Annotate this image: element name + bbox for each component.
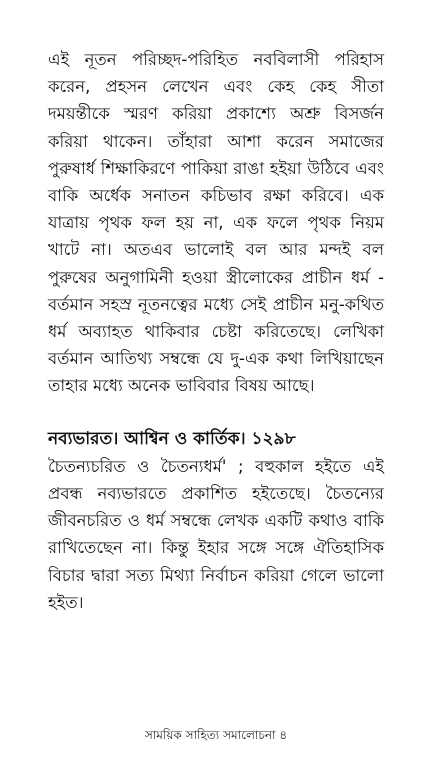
page-footer: সাময়িক সাহিত্য সমালোচনা ৪ — [144, 728, 288, 742]
paragraph-1: এই নূতন পরিচ্ছদ-পরিহিত নববিলাসী পরিহাস করেন, প্রহসন লেখেন এবং কেহ কেহ সীতা দময়ন্তীকে স্মরণ করিয়া প্রকাশ্যে অশ্রু বিসর্জন করিয়া থাকেন। তাঁহারা আশা করেন সমাজের পুরুষার্ধ শিক্ষাকিরণে পাকিয়া রাঙা হইয়া উঠিবে এবং বাকি অর্ধেক সনাতন কচিভাব রক্ষা করিবে। এক যাত্রায় পৃথক ফল হয় না, এক ফলে পৃথক নিয়ম খাটে না। অতএব ভালোই বল আর মন্দই বল পুরুষের অনুগামিনী হওয়া স্ত্রীলোকের প্রাচীন ধর্ম - বর্তমান সহস্র নূতনত্বের মধ্যে সেই প্রাচীন মনু-কথিত ধর্ম অব্যাহত থাকিবার চেষ্টা করিতেছে। লেখিকা বর্তমান আতিথ্য সম্বন্ধে যে দু-এক কথা লিখিয়াছেন তাহার মধ্যে অনেক ভাবিবার বিষয় আছে। — [48, 50, 384, 396]
paragraph-2: চৈতন্যচরিত ও চৈতন্যধর্ম' ; বহুকাল হইতে এই প্রবন্ধ নব্যভারতে প্রকাশিত হইতেছে। চৈতন্যের জীবনচরিত ও ধর্ম সম্বন্ধে লেখক একটি কথাও বাকি রাখিতেছেন না। কিন্তু ইহার সঙ্গে সঙ্গে ঐতিহাসিক বিচার দ্বারা সত্য মিথ্যা নির্বাচন করিয়া গেলে ভালো হইত। — [48, 456, 384, 612]
section-heading: নব্যভারত। আশ্বিন ও কার্তিক। ১২৯৮ — [48, 428, 296, 449]
